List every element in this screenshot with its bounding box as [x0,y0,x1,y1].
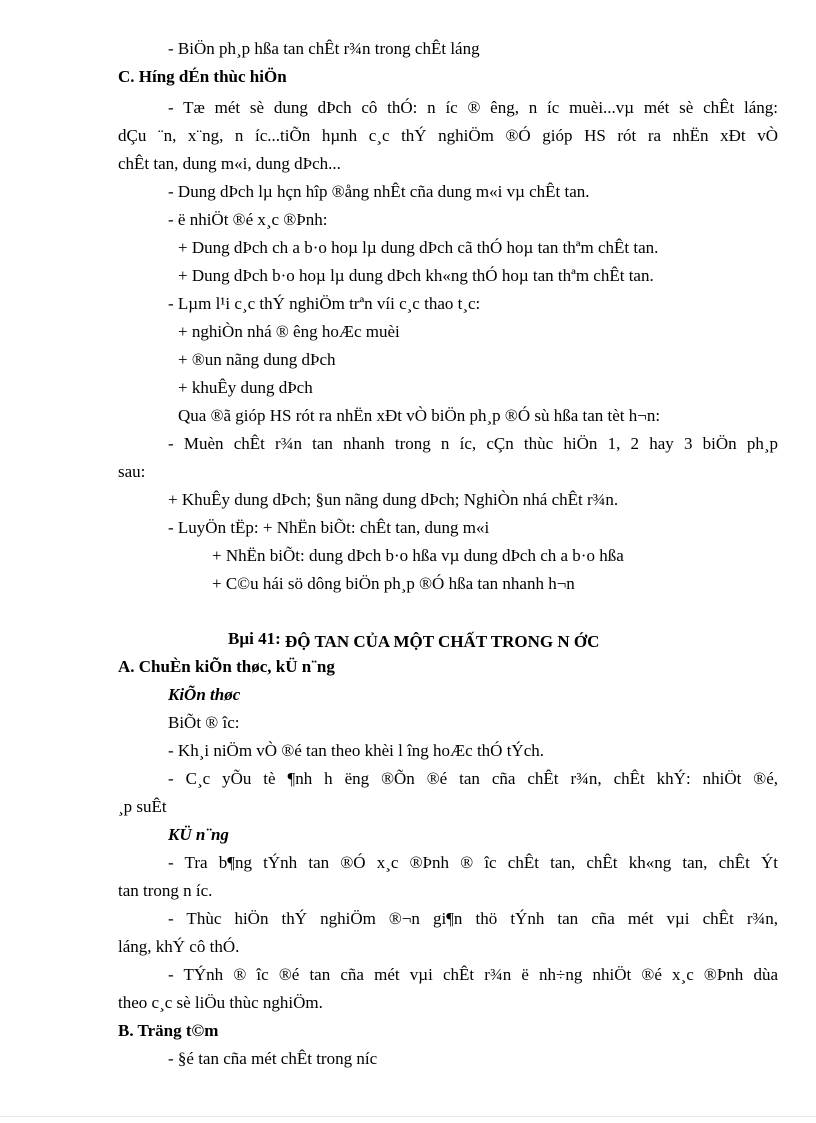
text-line: + KhuÊy dung dÞch; §un nãng dung dÞch; NghiÒn nhá chÊt r¾n. [168,490,619,509]
section-heading: B. Träng t©m [118,1021,219,1040]
text-line: - Thùc hiÖn thÝ nghiÖm ®¬n gi¶n thö tÝnh tan cña mét vµi chÊt r¾n, [168,909,778,928]
text-line: + khuÊy dung dÞch [178,378,313,397]
text-line: - C¸c yÕu tè ¶nh h ëng ®Õn ®é tan cña chÊt r¾n, chÊt khÝ: nhiÖt ®é, [168,769,778,788]
text-line: - Tæ mét sè dung dÞch cô thÓ: n íc ® êng, n íc muèi...vµ mét sè chÊt láng: [168,98,778,117]
text-line: - ë nhiÖt ®é x¸c ®Þnh: [168,210,328,229]
lesson-title [228,628,599,650]
text-line: - Tra b¶ng tÝnh tan ®Ó x¸c ®Þnh ® îc chÊt tan, chÊt kh«ng tan, chÊt Ýt [168,853,778,872]
text-line: - §é tan cña mét chÊt trong níc [168,1049,378,1068]
text-line: + Dung dÞch ch a b·o hoµ lµ dung dÞch cã thÓ hoµ tan thªm chÊt tan. [178,238,659,257]
lesson-name: ĐỘ TAN CỦA MỘT CHẤT TRONG N ỚC [280,632,600,651]
section-heading: A. ChuÈn kiÕn thøc, kÜ n¨ng [118,657,335,676]
text-line: sau: [118,462,146,481]
text-line: + Dung dÞch b·o hoµ lµ dung dÞch kh«ng thÓ hoµ tan thªm chÊt tan. [178,266,654,285]
subsection-heading: KÜ n¨ng [168,825,229,844]
text-line: - LuyÖn tËp: + NhËn biÕt: chÊt tan, dung m«i [168,518,490,537]
subsection-heading: KiÕn thøc [168,685,241,704]
text-line: + NhËn biÕt: dung dÞch b·o hßa vµ dung dÞch ch a b·o hßa [212,546,624,565]
text-line: + C©u hái sö dông biÖn ph¸p ®Ó hßa tan nhanh h¬n [212,574,575,593]
text-line: theo c¸c sè liÖu thùc nghiÖm. [118,993,323,1012]
text-line: - Muèn chÊt r¾n tan nhanh trong n íc, cÇn thùc hiÖn 1, 2 hay 3 biÖn ph¸p [168,434,778,453]
page-bottom-edge [0,1116,816,1117]
text-line: tan trong n íc. [118,881,213,900]
text-line: chÊt tan, dung m«i, dung dÞch... [118,154,341,173]
section-heading: C. Híng dÉn thùc hiÖn [118,67,287,86]
text-line: Qua ®ã gióp HS rót ra nhËn xÐt vÒ biÖn ph¸p ®Ó sù hßa tan tèt h¬n: [178,406,661,425]
text-line: BiÕt ® îc: [168,713,240,732]
text-line: - Kh¸i niÖm vÒ ®é tan theo khèi l îng hoÆc thÓ tÝch. [168,741,544,760]
text-line: láng, khÝ cô thÓ. [118,937,240,956]
text-line: - TÝnh ® îc ®é tan cña mét vµi chÊt r¾n ë nh÷ng nhiÖt ®é x¸c ®Þnh dùa [168,965,778,984]
text-line: - BiÖn ph¸p hßa tan chÊt r¾n trong chÊt láng [168,39,480,58]
text-line: ¸p suÊt [118,797,167,816]
text-line: + nghiÒn nhá ® êng hoÆc muèi [178,322,400,341]
lesson-number: Bµi 41: [228,629,281,648]
text-line: - Dung dÞch lµ hçn hîp ®ång nhÊt cña dung m«i vµ chÊt tan. [168,182,590,201]
text-line: dÇu ¨n, x¨ng, n íc...tiÕn hµnh c¸c thÝ nghiÖm ®Ó gióp HS rót ra nhËn xÐt vÒ [118,126,778,145]
text-line: - Lµm l¹i c¸c thÝ nghiÖm trªn víi c¸c thao t¸c: [168,294,481,313]
text-line: + ®un nãng dung dÞch [178,350,336,369]
